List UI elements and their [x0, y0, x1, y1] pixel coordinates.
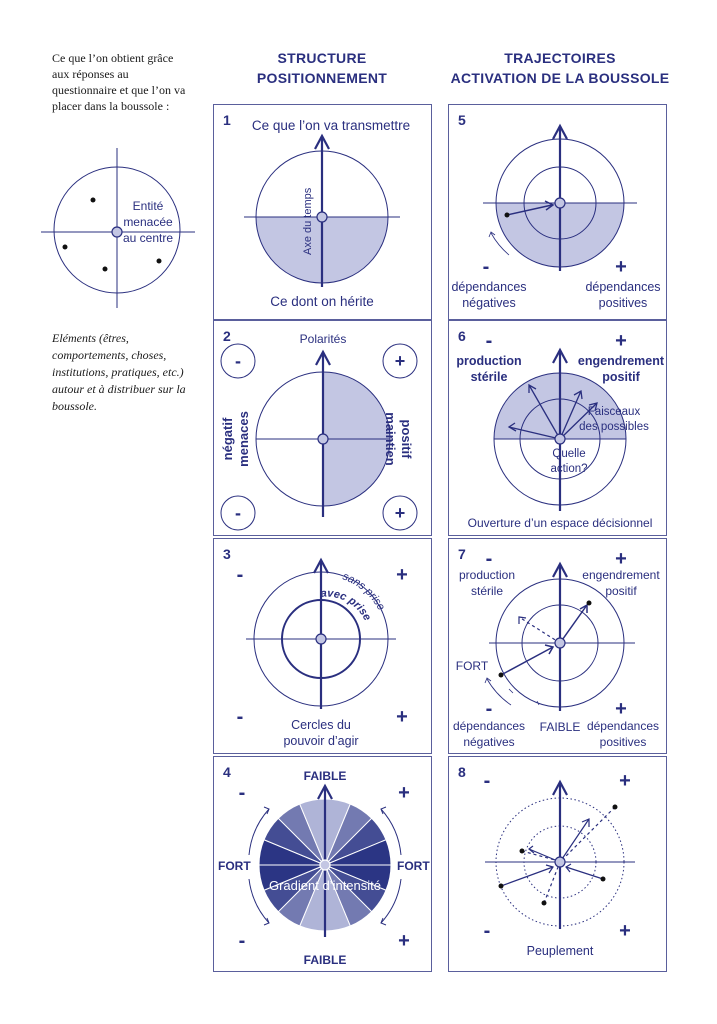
fort-label: FORT	[455, 659, 489, 673]
action-label: action?	[550, 463, 588, 475]
minus-sign: -	[485, 330, 493, 352]
panel1-top-label: Ce que l’on va transmettre	[251, 118, 411, 133]
panel-7	[448, 538, 667, 754]
minus-sign: -	[238, 930, 246, 952]
ouverture-label: Ouverture d’un espace décisionnel	[467, 516, 653, 530]
quelle-label: Quelle	[552, 448, 586, 460]
panel-8	[448, 756, 667, 972]
column-header-structure: STRUCTURE POSITIONNEMENT	[256, 50, 388, 86]
production-label: production	[458, 568, 516, 582]
minus-sign: -	[235, 351, 241, 371]
panel1-bottom-label: Ce dont on hérite	[270, 294, 374, 309]
dependances-positives-2: positives	[599, 735, 647, 749]
intro-text: Ce que l’on obtient grâce aux réponses au questionnaire et que l’on va placer dans la boussole :	[52, 51, 186, 113]
peuplement-label: Peuplement	[526, 944, 594, 958]
plus-sign: +	[398, 782, 410, 804]
elements-text: Eléments (êtres, comportements, choses, institutions, pratiques, etc.) autour et à distribuer sur la boussole.	[52, 331, 186, 413]
des-possibles-label: des possibles	[579, 421, 649, 433]
plus-sign: +	[396, 564, 408, 586]
panel-number: 1	[223, 112, 231, 128]
engendrement-label: engendrement	[582, 568, 660, 582]
panel-number: 2	[223, 328, 231, 344]
sans-prise-label: sans prise	[340, 570, 388, 613]
plus-sign: +	[615, 256, 627, 278]
panel-number: 3	[223, 546, 231, 562]
small-compass-label-3: au centre	[122, 231, 174, 245]
plus-sign: +	[396, 706, 408, 728]
dependances-positives-1: dépendances	[586, 719, 660, 733]
negatif-label: négatif	[220, 417, 235, 461]
engendrement-label: engendrement	[577, 354, 665, 368]
positif-label: positif	[605, 584, 637, 598]
faible-bottom-label: FAIBLE	[303, 953, 347, 967]
cercles-label: Cercles du	[291, 718, 351, 732]
minus-sign: -	[485, 548, 493, 570]
minus-sign: -	[483, 920, 491, 942]
dependances-positives-1: dépendances	[585, 280, 661, 294]
small-compass-label-2: menacée	[123, 215, 173, 229]
panel-number: 7	[458, 546, 466, 562]
minus-sign: -	[236, 706, 244, 728]
pouvoir-label: pouvoir d’agir	[283, 734, 359, 748]
panel-number: 6	[458, 328, 466, 344]
fort-left-label: FORT	[218, 859, 251, 873]
menaces-label: menaces	[236, 411, 251, 467]
gradient-label: Gradient d’intensité	[268, 878, 382, 893]
small-compass	[38, 148, 198, 308]
plus-sign: +	[619, 920, 631, 942]
element-dot	[63, 245, 68, 250]
positif-label: positif	[602, 370, 640, 384]
faisceaux-label: Faisceaux	[587, 406, 641, 418]
panel-2	[213, 320, 432, 536]
avec-prise-label: avec prise	[320, 587, 374, 623]
plus-sign: +	[615, 698, 627, 720]
element-dot	[91, 198, 96, 203]
axis-label: Axe du temps	[302, 187, 314, 255]
plus-sign: +	[615, 548, 627, 570]
polarites-label: Polarités	[299, 332, 347, 346]
panel-4	[213, 756, 432, 972]
dependances-negatives-1: dépendances	[451, 280, 527, 294]
minus-sign: -	[235, 503, 241, 523]
plus-sign: +	[619, 770, 631, 792]
minus-sign: -	[238, 782, 246, 804]
maintien-label: maintien	[383, 412, 398, 466]
plus-sign: +	[394, 503, 406, 523]
panel-1	[213, 104, 432, 320]
dependances-negatives-1: dépendances	[452, 719, 526, 733]
dependances-positives-2: positives	[598, 296, 648, 310]
sterile-label: stérile	[470, 370, 508, 384]
minus-sign: -	[236, 564, 244, 586]
fort-right-label: FORT	[397, 859, 430, 873]
dependances-negatives-2: négatives	[462, 296, 516, 310]
panel-5	[448, 104, 667, 320]
panel-6	[448, 320, 667, 536]
positif-label: positif	[399, 419, 414, 459]
minus-sign: -	[485, 698, 493, 720]
panel-3	[213, 538, 432, 754]
plus-sign: +	[394, 351, 406, 371]
production-label: production	[456, 354, 522, 368]
element-dot	[103, 267, 108, 272]
column-header-trajectoires: TRAJECTOIRES ACTIVATION DE LA BOUSSOLE	[450, 50, 670, 86]
dependances-negatives-2: négatives	[463, 735, 515, 749]
small-compass-label-1: Entité	[132, 199, 164, 213]
sterile-label: stérile	[470, 584, 504, 598]
element-dot	[157, 259, 162, 264]
plus-sign: +	[615, 330, 627, 352]
panel-number: 4	[223, 764, 231, 780]
plus-sign: +	[398, 930, 410, 952]
panel-number: 5	[458, 112, 466, 128]
minus-sign: -	[483, 770, 491, 792]
faible-label: FAIBLE	[539, 720, 581, 734]
minus-sign: -	[482, 256, 490, 278]
panel-number: 8	[458, 764, 466, 780]
faible-top-label: FAIBLE	[303, 769, 347, 783]
